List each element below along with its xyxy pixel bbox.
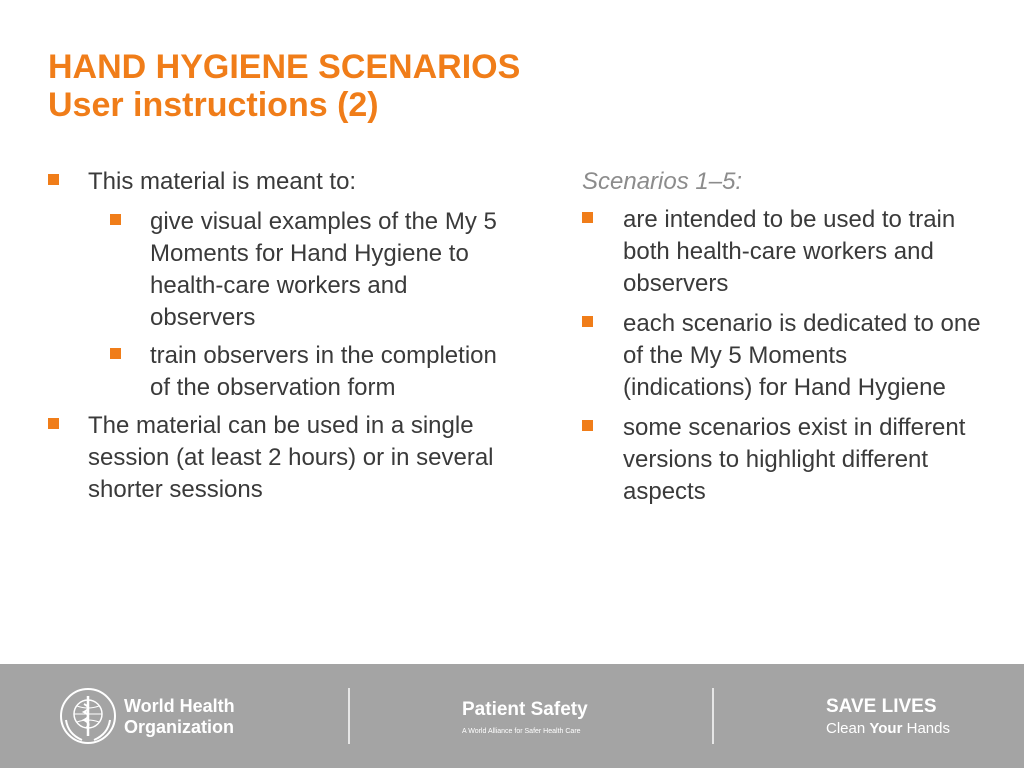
slogan-your: Your [869,720,903,737]
list-item [48,166,508,198]
footer-divider [348,688,350,744]
list-item [582,412,982,508]
patient-safety-subtitle: A World Alliance for Safer Health Care [462,728,581,735]
who-line-1: World Health [124,696,235,716]
item-text: each scenario is dedicated to one of the My 5 Moments (indications) for Hand Hygiene [623,310,981,401]
square-bullet-icon [582,212,593,223]
square-bullet-icon [48,174,59,185]
item-text: give visual examples of the My 5 Moments for Hand Hygiene to health-care workers and observers [150,208,497,331]
sub-list-item [110,206,508,334]
list-item [582,308,982,404]
slogan-clean: Clean [826,720,866,737]
item-text: train observers in the completion of the observation form [150,342,497,401]
item-text: are intended to be used to train both health-care workers and observers [623,206,956,297]
square-bullet-icon [582,316,593,327]
right-column [582,166,982,516]
scenarios-heading: Scenarios 1–5: [582,168,743,195]
square-bullet-icon [110,348,121,359]
item-text: This material is meant to: [88,168,357,195]
slogan-hands: Hands [906,720,950,737]
title-line-2: User instructions (2) [48,86,379,124]
footer-bar [0,664,1024,768]
patient-safety-block [462,698,588,738]
save-lives-block [826,696,950,740]
list-item [582,204,982,300]
who-wordmark [124,696,235,738]
footer-divider [712,688,714,744]
slide-title [48,48,520,124]
square-bullet-icon [582,420,593,431]
title-line-1: HAND HYGIENE SCENARIOS [48,48,521,86]
patient-safety-title: Patient Safety [462,699,588,720]
who-line-2: Organization [124,717,235,737]
list-item [48,410,508,506]
left-column [48,166,508,514]
save-lives-title: SAVE LIVES [826,696,937,717]
save-lives-slogan [826,718,950,740]
who-emblem-icon [58,686,118,746]
left-bullet-list [48,166,508,506]
item-text: some scenarios exist in different versions to highlight different aspects [623,414,966,505]
right-bullet-list [582,204,982,508]
square-bullet-icon [110,214,121,225]
item-text: The material can be used in a single session (at least 2 hours) or in several shorter sessions [88,412,494,503]
square-bullet-icon [48,418,59,429]
sub-list-item [110,340,508,404]
